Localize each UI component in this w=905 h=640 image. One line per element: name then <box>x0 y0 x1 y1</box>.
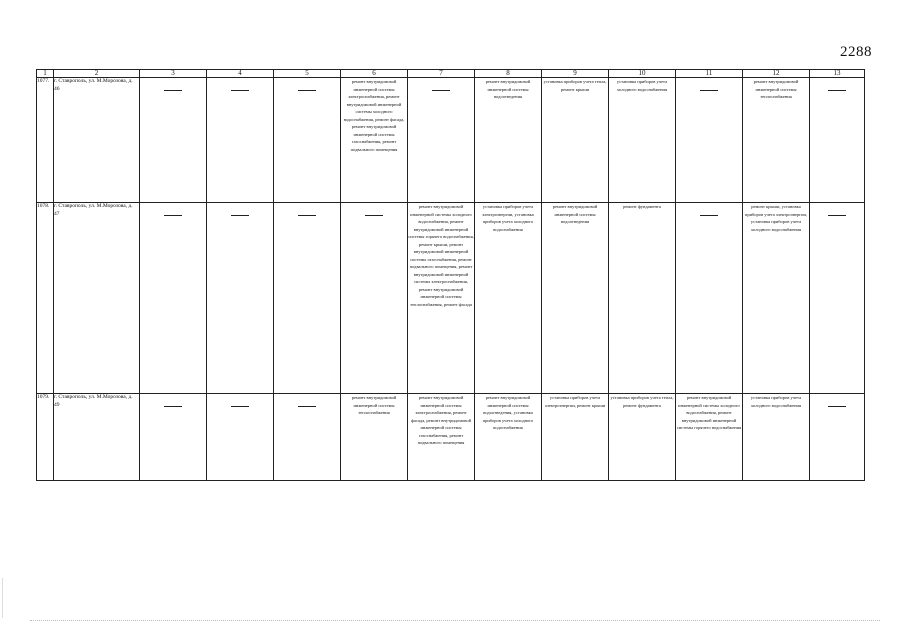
column-number: 6 <box>341 70 408 78</box>
table-cell: установка приборов учета тепла, ремонт крыши <box>542 78 609 203</box>
column-number: 5 <box>274 70 341 78</box>
table-cell: установка приборов учета холодного водоснабжения <box>743 394 810 481</box>
row-number: 1077. <box>37 78 54 203</box>
column-number: 7 <box>408 70 475 78</box>
column-number: 2 <box>54 70 140 78</box>
row-address: г. Ставрополь, ул. М.Морозова, д. 49 <box>54 394 140 481</box>
table-cell: установка приборов учета электроэнергии, установка приборов учета холодного водоснабжения <box>475 203 542 394</box>
table-cell <box>207 394 274 481</box>
table-cell <box>274 203 341 394</box>
scan-margin-mark <box>2 578 3 618</box>
registry-table <box>36 69 865 481</box>
table-cell: ремонт внутридомовой инженерной системы теплоснабжения <box>743 78 810 203</box>
dash-mark <box>298 90 316 91</box>
table-cell <box>140 78 207 203</box>
table-cell <box>341 203 408 394</box>
table-cell <box>810 394 865 481</box>
table-cell: ремонт внутридомовой инженерной системы электроснабжения, ремонт фасада, ремонт внутридомовой инженерной системы газоснабжения, ремонт подвального помещения <box>408 394 475 481</box>
table-cell <box>810 78 865 203</box>
column-number: 13 <box>810 70 865 78</box>
table-cell <box>207 203 274 394</box>
dash-mark <box>432 90 450 91</box>
table-row <box>37 203 865 394</box>
column-number: 11 <box>676 70 743 78</box>
table-cell <box>676 78 743 203</box>
dash-mark <box>164 215 182 216</box>
table-cell: ремонт внутридомовой инженерной системы водоотведения <box>542 203 609 394</box>
column-number: 8 <box>475 70 542 78</box>
column-number: 10 <box>609 70 676 78</box>
row-address: г. Ставрополь, ул. М.Морозова, д. 47 <box>54 203 140 394</box>
column-number: 9 <box>542 70 609 78</box>
row-number: 1078. <box>37 203 54 394</box>
scan-noise-line <box>30 620 880 623</box>
column-number: 12 <box>743 70 810 78</box>
column-number-row <box>37 70 865 78</box>
dash-mark <box>828 90 846 91</box>
dash-mark <box>231 406 249 407</box>
dash-mark <box>298 406 316 407</box>
table-row <box>37 394 865 481</box>
dash-mark <box>700 215 718 216</box>
table-cell <box>274 394 341 481</box>
column-number: 4 <box>207 70 274 78</box>
row-address: г. Ставрополь, ул. М.Морозова, д. 46 <box>54 78 140 203</box>
table-cell: установка приборов учета электроэнергии, ремонт крыши <box>542 394 609 481</box>
dash-mark <box>828 215 846 216</box>
column-number: 1 <box>37 70 54 78</box>
dash-mark <box>828 406 846 407</box>
table-cell: установка приборов учета холодного водоснабжения <box>609 78 676 203</box>
dash-mark <box>164 406 182 407</box>
table-cell <box>207 78 274 203</box>
table-cell: ремонт внутридомовой инженерной системы холодного водоснабжения, ремонт внутридомовой инженерной системы горячего водоснабжения, ремонт крыши, ремонт внутридомовой инженерной системы газоснабжения, ремонт подвального помещения, ремонт внутридомовой инженерной системы электроснабжения, ремонт внутридомовой инженерной системы теплоснабжения, ремонт фасада <box>408 203 475 394</box>
table-cell <box>810 203 865 394</box>
table-cell: установка приборов учета тепла, ремонт фундамента <box>609 394 676 481</box>
dash-mark <box>365 215 383 216</box>
table-cell: ремонт внутридомовой инженерной системы теплоснабжения <box>341 394 408 481</box>
table-cell <box>140 203 207 394</box>
dash-mark <box>231 90 249 91</box>
table-cell: ремонт фундамента <box>609 203 676 394</box>
row-number: 1079. <box>37 394 54 481</box>
table-cell <box>140 394 207 481</box>
dash-mark <box>231 215 249 216</box>
table-cell: ремонт внутридомовой инженерной системы водоотведения <box>475 78 542 203</box>
table-row <box>37 78 865 203</box>
dash-mark <box>164 90 182 91</box>
table-cell <box>676 203 743 394</box>
dash-mark <box>700 90 718 91</box>
table-cell <box>274 78 341 203</box>
page-number: 2288 <box>840 44 872 60</box>
table-cell: ремонт внутридомовой инженерной системы электроснабжения, ремонт внутридомовой инженерной системы холодного водоснабжения, ремонт фасада, ремонт внутридомовой инженерной системы газоснабжения, ремонт подвального помещения <box>341 78 408 203</box>
table-cell: ремонт внутридомовой инженерной системы водоотведения, установка приборов учета холодного водоснабжения <box>475 394 542 481</box>
table-cell <box>408 78 475 203</box>
column-number: 3 <box>140 70 207 78</box>
table-cell: ремонт внутридомовой инженерной системы холодного водоснабжения, ремонт внутридомовой инженерной системы горячего водоснабжения <box>676 394 743 481</box>
table-cell: ремонт крыши, установка приборов учета электроэнергии, установка приборов учета холодного водоснабжения <box>743 203 810 394</box>
dash-mark <box>298 215 316 216</box>
